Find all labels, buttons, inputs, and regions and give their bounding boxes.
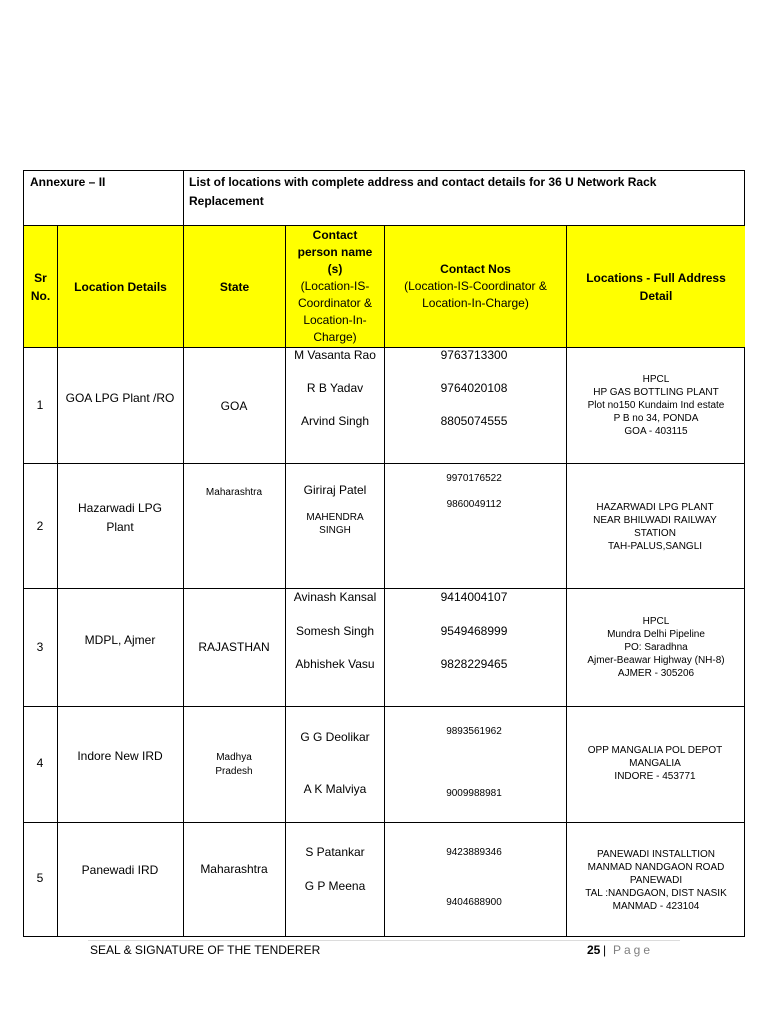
row-3-location-line1: MDPL, Ajmer	[84, 633, 156, 647]
row-3-address-line2: Mundra Delhi Pipeline	[607, 629, 705, 640]
row-5-address-line1: PANEWADI INSTALLTION	[597, 848, 715, 860]
row-3-address-line1: HPCL	[642, 616, 670, 627]
footer-page-separator: |	[603, 943, 607, 957]
annexure-title-line2: Replacement	[189, 194, 264, 208]
row-4-number-1: 9893561962	[446, 726, 502, 737]
header-contact-person-line6: Location-In-	[303, 313, 367, 327]
header-sr-line1: Sr	[34, 270, 47, 285]
header-contact-person-line2: person name	[297, 245, 373, 259]
header-contact-person	[286, 226, 385, 348]
row-1-person-2: R B Yadav	[306, 381, 364, 395]
table-row-4-location	[58, 707, 184, 823]
row-1-location-line1: GOA LPG Plant /RO	[65, 391, 175, 405]
table-row-4-numbers	[385, 707, 567, 823]
row-2-location-line1: Hazarwadi LPG	[77, 501, 163, 515]
row-2-address-line4: TAH-PALUS,SANGLI	[607, 541, 703, 552]
row-2-person-2: MAHENDRA	[306, 512, 364, 523]
table-row-1-persons	[286, 348, 385, 464]
row-2-address-line1: HAZARWADI LPG PLANT	[596, 502, 714, 513]
row-4-person-2: A K Malviya	[303, 782, 367, 796]
table-row-5-numbers	[385, 823, 567, 937]
table-row-2-state	[184, 464, 286, 589]
row-4-address-line3: INDORE - 453771	[614, 771, 696, 782]
row-1-sr: 1	[36, 398, 44, 412]
table-row-5-state	[184, 823, 286, 937]
header-contact-person-line5: Coordinator &	[297, 296, 373, 310]
row-4-sr: 4	[36, 756, 44, 770]
row-1-person-1: M Vasanta Rao	[294, 348, 376, 362]
table-row-3-persons	[286, 589, 385, 707]
table-row-4-state	[184, 707, 286, 823]
table-row-5-address	[567, 823, 745, 937]
row-2-sr: 2	[36, 519, 44, 533]
row-3-number-2: 9549468999	[440, 624, 508, 638]
row-1-address-line5: GOA - 403115	[624, 426, 688, 437]
header-contact-person-line4: (Location-IS-	[300, 279, 370, 293]
row-4-person-1: G G Deolikar	[300, 730, 370, 744]
row-1-address-line3: Plot no150 Kundaim Ind estate	[587, 400, 725, 411]
row-1-number-3: 8805074555	[440, 414, 508, 428]
header-address	[567, 226, 745, 348]
row-3-address-line4: Ajmer-Beawar Highway (NH-8)	[587, 655, 725, 666]
row-3-person-3: Abhishek Vasu	[295, 657, 375, 671]
header-contact-nos-line3: Location-In-Charge)	[422, 296, 529, 310]
header-state-text: State	[219, 279, 250, 294]
row-5-address-line3: PANEWADI	[629, 874, 683, 886]
row-5-person-1: S Patankar	[305, 845, 365, 859]
annexure-label: Annexure – II	[30, 175, 106, 189]
header-contact-nos	[385, 226, 567, 348]
row-3-sr: 3	[36, 640, 44, 654]
row-3-person-2: Somesh Singh	[295, 624, 375, 638]
row-1-number-1: 9763713300	[440, 348, 508, 362]
header-contact-person-line1: Contact	[312, 228, 358, 242]
table-row-3-location	[58, 589, 184, 707]
table-row-1-numbers	[385, 348, 567, 464]
annexure-label-cell	[24, 171, 184, 226]
footer-seal-signature: SEAL & SIGNATURE OF THE TENDERER	[90, 943, 321, 957]
header-contact-person-line7: Charge)	[313, 330, 357, 344]
header-contact-nos-line1: Contact Nos	[440, 262, 511, 276]
row-2-location-line2: Plant	[106, 520, 134, 534]
row-2-address-line3: STATION	[634, 528, 676, 539]
table-row-4-persons	[286, 707, 385, 823]
header-address-line2: Detail	[639, 288, 673, 303]
table-row-5-location	[58, 823, 184, 937]
row-5-person-2: G P Meena	[304, 879, 366, 893]
row-3-address-line5: AJMER - 305206	[617, 668, 695, 679]
table-row-3-address	[567, 589, 745, 707]
header-sr	[24, 226, 58, 348]
row-5-address-line2: MANMAD NANDGAON ROAD	[587, 861, 725, 873]
row-1-number-2: 9764020108	[440, 381, 508, 395]
row-5-address-line4: TAL :NANDGAON, DIST NASIK	[585, 887, 727, 899]
row-3-address-line3: PO: Saradhna	[624, 642, 688, 653]
row-2-address-block	[566, 501, 744, 553]
row-2-state-line1: Maharashtra	[205, 487, 263, 498]
row-4-state-line1: Madhya	[216, 752, 252, 763]
row-5-location-line1: Panewadi IRD	[81, 863, 159, 877]
annexure-title-line1: List of locations with complete address and contact details for 36 U Network Rack	[189, 175, 657, 189]
header-location	[58, 226, 184, 348]
row-4-address-block	[566, 744, 744, 783]
row-2-address-line2: NEAR BHILWADI RAILWAY	[593, 515, 717, 526]
header-state	[184, 226, 286, 348]
table-row-1-location	[58, 348, 184, 464]
row-5-address-line5: MANMAD - 423104	[612, 900, 700, 912]
row-5-sr: 5	[36, 871, 44, 885]
row-5-number-2: 9404688900	[446, 897, 502, 908]
table-row-1-address	[567, 348, 745, 464]
row-2-person-3: SINGH	[319, 525, 351, 536]
row-4-address-line2: MANGALIA	[629, 758, 681, 769]
row-1-address-line4: P B no 34, PONDA	[613, 413, 699, 424]
row-1-address-line2: HP GAS BOTTLING PLANT	[593, 387, 719, 398]
row-3-person-1: Avinash Kansal	[293, 590, 377, 604]
header-address-line1: Locations - Full Address	[586, 270, 726, 285]
header-sr-line2: No.	[30, 288, 51, 303]
row-5-state-line1: Maharashtra	[200, 862, 268, 876]
row-4-number-2: 9009988981	[446, 788, 502, 799]
row-4-state-line2: Pradesh	[215, 766, 253, 777]
footer-page-word: Page	[613, 943, 654, 957]
row-2-number-2: 9860049112	[446, 499, 502, 510]
row-2-person-1: Giriraj Patel	[303, 483, 367, 497]
header-location-text: Location Details	[74, 279, 167, 294]
row-4-address-line1: OPP MANGALIA POL DEPOT	[587, 745, 723, 756]
row-1-state-line1: GOA	[220, 399, 248, 413]
header-contact-nos-line2: (Location-IS-Coordinator &	[404, 279, 547, 293]
row-1-person-3: Arvind Singh	[300, 414, 370, 428]
annexure-title-cell	[184, 171, 745, 226]
table-row-3-numbers	[385, 589, 567, 707]
row-5-number-1: 9423889346	[446, 847, 502, 858]
row-2-number-1: 9970176522	[446, 473, 502, 484]
footer-divider	[88, 940, 680, 941]
row-4-location-line1: Indore New IRD	[77, 749, 163, 763]
row-3-number-1: 9414004107	[440, 590, 508, 604]
footer-page-number: 25	[587, 943, 601, 957]
row-1-address-line1: HPCL	[642, 374, 670, 385]
header-contact-person-line3: (s)	[327, 262, 343, 276]
row-3-state-line1: RAJASTHAN	[198, 640, 270, 654]
locations-table	[23, 170, 745, 937]
row-3-number-3: 9828229465	[440, 657, 508, 671]
